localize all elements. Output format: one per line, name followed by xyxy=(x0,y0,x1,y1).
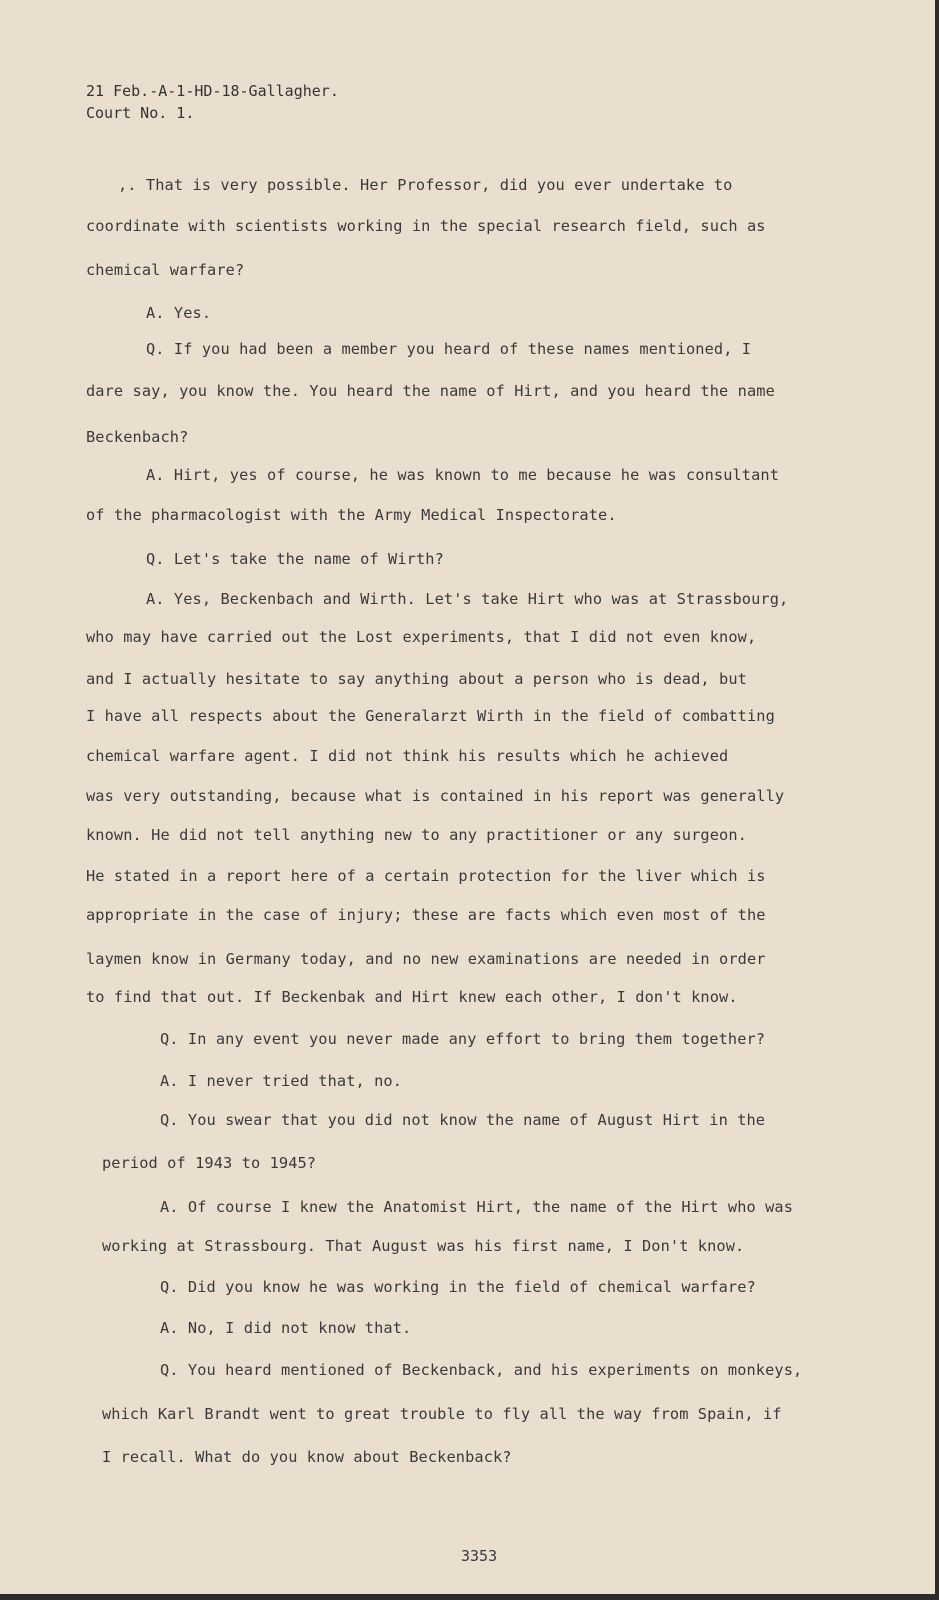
text-line: ,. That is very possible. Her Professor, did you ever undertake to xyxy=(118,176,733,194)
text-line: to find that out. If Beckenbak and Hirt knew each other, I don't know. xyxy=(86,988,738,1006)
text-line: laymen know in Germany today, and no new examinations are needed in order xyxy=(86,950,766,968)
text-line: Q. Did you know he was working in the field of chemical warfare? xyxy=(160,1278,756,1296)
text-line: coordinate with scientists working in the special research field, such as xyxy=(86,217,766,235)
text-line: period of 1943 to 1945? xyxy=(102,1154,317,1172)
text-line: A. I never tried that, no. xyxy=(160,1072,403,1090)
text-line: A. Hirt, yes of course, he was known to me because he was consultant xyxy=(146,466,780,484)
text-line: chemical warfare? xyxy=(86,261,245,279)
text-line: Q. You heard mentioned of Beckenback, and his experiments on monkeys, xyxy=(160,1361,803,1379)
text-line: known. He did not tell anything new to any practitioner or any surgeon. xyxy=(86,826,747,844)
text-line: was very outstanding, because what is contained in his report was generally xyxy=(86,787,785,805)
document-header xyxy=(86,80,339,124)
text-line: A. Yes. xyxy=(146,304,212,322)
page-number: 3353 xyxy=(461,1547,498,1565)
header-line-2: Court No. 1. xyxy=(86,104,195,122)
text-line: of the pharmacologist with the Army Medical Inspectorate. xyxy=(86,506,617,524)
text-line: Q. In any event you never made any effort to bring them together? xyxy=(160,1030,766,1048)
text-line: who may have carried out the Lost experiments, that I did not even know, xyxy=(86,628,757,646)
text-line: chemical warfare agent. I did not think his results which he achieved xyxy=(86,747,729,765)
text-line: He stated in a report here of a certain protection for the liver which is xyxy=(86,867,766,885)
text-line: A. No, I did not know that. xyxy=(160,1319,412,1337)
header-line-1: 21 Feb.-A-1-HD-18-Gallagher. xyxy=(86,82,339,100)
text-line: I have all respects about the Generalarzt Wirth in the field of combatting xyxy=(86,707,775,725)
text-line: dare say, you know the. You heard the name of Hirt, and you heard the name xyxy=(86,382,775,400)
page-edge-bottom xyxy=(0,1594,939,1600)
text-line: appropriate in the case of injury; these are facts which even most of the xyxy=(86,906,766,924)
text-line: Q. You swear that you did not know the name of August Hirt in the xyxy=(160,1111,766,1129)
text-line: A. Yes, Beckenbach and Wirth. Let's take Hirt who was at Strassbourg, xyxy=(146,590,789,608)
text-line: Q. Let's take the name of Wirth? xyxy=(146,550,444,568)
text-line: working at Strassbourg. That August was his first name, I Don't know. xyxy=(102,1237,745,1255)
page-edge-right xyxy=(935,0,939,1600)
text-line: and I actually hesitate to say anything about a person who is dead, but xyxy=(86,670,747,688)
text-line: Beckenbach? xyxy=(86,428,189,446)
text-line: A. Of course I knew the Anatomist Hirt, the name of the Hirt who was xyxy=(160,1198,794,1216)
text-line: which Karl Brandt went to great trouble to fly all the way from Spain, if xyxy=(102,1405,782,1423)
text-line: I recall. What do you know about Beckenback? xyxy=(102,1448,512,1466)
text-line: Q. If you had been a member you heard of these names mentioned, I xyxy=(146,340,752,358)
